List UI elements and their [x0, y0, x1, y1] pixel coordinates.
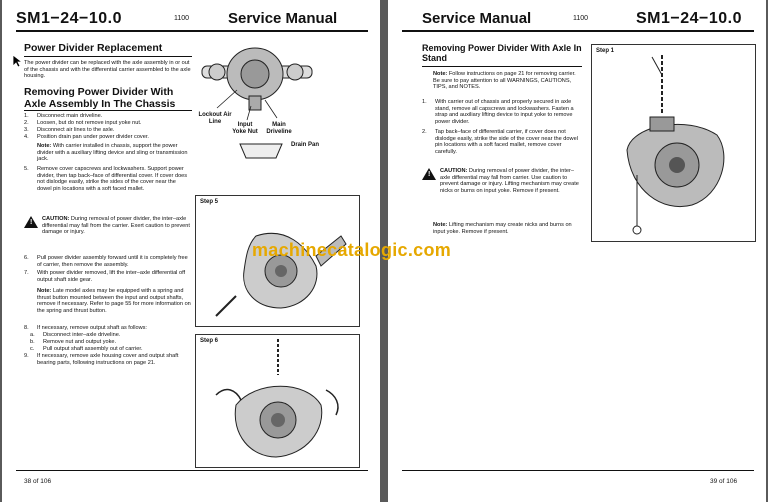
section-title: Removing Power Divider With Axle In Stand [422, 43, 582, 63]
section-rule [422, 66, 582, 67]
caution-block: ! CAUTION: During removal of power divider, the inter–axle differential may fall from the carrier. Exert caution to prevent damage or injury. [24, 216, 194, 236]
footer-rule [16, 470, 368, 471]
manual-title: Service Manual [228, 10, 338, 27]
list-item: c. Pull output shaft assembly out of carrier. [30, 346, 143, 352]
note: Note: Late model axles may be equipped with a spring and thrust button mounted between the input and output shafts, remove if necessary. Refer to page 55 for more information on the spring and thrust button. [37, 288, 191, 314]
caution-block: ! CAUTION: During removal of power divider, the inter–axle differential may fall from carrier. Use caution to prevent damage or injury. Lifting mechanism may create nicks or burns on input yoke. Remove if present. [422, 168, 584, 194]
list-item: 3. Disconnect air lines to the axle. [24, 127, 115, 133]
intro-text: The power divider can be replaced with the axle assembly in or out of the chassis and with the differential carrier assembled to the axle housing. [24, 60, 191, 80]
manual-title: Service Manual [422, 10, 532, 27]
watermark-text: machinecatalogic.com [252, 240, 452, 260]
manual-number: 1100 [573, 15, 589, 22]
page-footer: 38 of 106 [24, 478, 52, 485]
footer-rule [402, 470, 754, 471]
list-item: 4. Position drain pan under power divider cover. [24, 134, 149, 140]
header-rule [16, 30, 368, 32]
manual-code: SM1−24−10.0 [16, 10, 123, 27]
figure-label: Step 6 [200, 338, 219, 344]
mouse-cursor-icon [12, 54, 22, 68]
list-item: b. Remove nut and output yoke. [30, 339, 117, 345]
figure-label: Step 5 [200, 199, 219, 205]
figure-step-1 [591, 44, 756, 242]
manual-number: 1100 [174, 15, 190, 22]
list-item: 1. Disconnect main driveline. [24, 113, 103, 119]
figure-step-6 [195, 334, 360, 468]
list-item: 7. With power divider removed, lift the inter–axle differential off output shaft side gear. [24, 270, 186, 283]
note: Note: Follow instructions on page 21 for removing carrier. Be sure to pay attention to all WARNINGS, CAUTIONS, TIPS, and NOTES. [433, 71, 576, 91]
list-item: a. Disconnect inter–axle driveline. [30, 332, 121, 338]
manual-code: SM1−24−10.0 [636, 10, 743, 27]
warning-icon: ! [422, 168, 436, 180]
warning-icon: ! [24, 216, 38, 228]
list-item: 9. If necessary, remove axle housing cover and output shaft bearing parts, following instructions on page 21. [24, 353, 179, 366]
list-item: 6. Pull power divider assembly forward until it is completely free of carrier, then remove the assembly. [24, 255, 188, 268]
callout-drain: Drain Pan [290, 142, 319, 148]
page-footer: 39 of 106 [710, 478, 738, 485]
list-item: 2. Tap back–face of differential carrier, if cover does not dislodge easily, strike the side of the cover near the dowel pin locations with a soft faced mallet, remove cover carefully. [422, 129, 578, 155]
subsection-rule [24, 110, 192, 111]
list-item: 1. With carrier out of chassis and properly secured in axle stand, remove all capscrews and lockwashers. Fasten a strap and auxiliary lifting device to input yoke to remove power divider. [422, 99, 574, 125]
subsection-title: Removing Power Divider With Axle Assembly In The Chassis [24, 86, 176, 110]
callout-driveline: Main Driveline [266, 122, 292, 135]
drain-pan-illustration [236, 140, 286, 162]
callout-lockout: Lockout Air Line [198, 112, 232, 125]
figure-label: Step 1 [596, 48, 615, 54]
list-item: 2. Loosen, but do not remove input yoke nut. [24, 120, 142, 126]
figure-step-5 [195, 195, 360, 327]
callout-yoke: Input Yoke Nut [232, 122, 258, 135]
section-rule [24, 56, 192, 57]
note: Note: Lifting mechanism may create nicks and burns on input yoke. Remove if present. [433, 222, 572, 235]
section-title: Power Divider Replacement [24, 42, 163, 54]
note: Note: With carrier installed in chassis, support the power divider with a auxiliary lifting device and sling or transmission jack. [37, 143, 188, 163]
header-rule [402, 30, 754, 32]
list-item: 5. Remove cover capscrews and lockwashers. Support power divider, then tap back–face of differential cover. If cover does not dislodge easily, strike the sides of the cover near the dowel pin locations with a soft faced mallet. [24, 166, 188, 192]
list-item: 8. If necessary, remove output shaft as follows: [24, 325, 147, 331]
